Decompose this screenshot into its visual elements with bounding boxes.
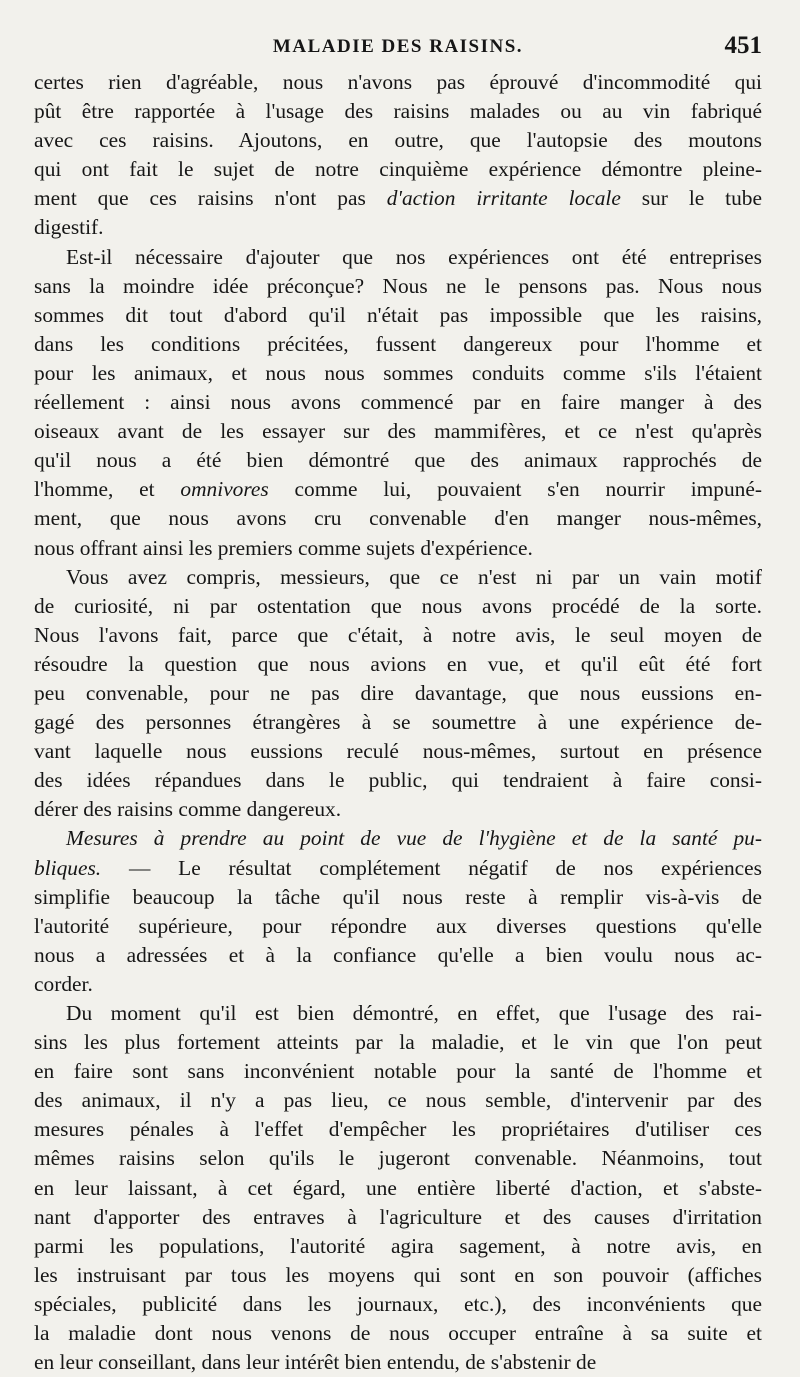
paragraph (34, 999, 762, 1377)
text-line: vant laquelle nous eussions reculé nous-mêmes, surtout en présence (34, 739, 762, 764)
text-line: digestif. (34, 215, 104, 240)
text-line: réellement : ainsi nous avons commencé par en faire manger à des (34, 390, 762, 415)
text-line: bliques. — Le résultat complétement négatif de nos expériences (34, 855, 762, 880)
text-line: l'homme, et omnivores comme lui, pouvaient s'en nourrir impuné- (34, 477, 762, 502)
text-line: dans les conditions précitées, fussent dangereux pour l'homme et (34, 331, 762, 356)
text-line: simplifie beaucoup la tâche qu'il nous reste à remplir vis-à-vis de (34, 884, 762, 909)
text-line: nant d'apporter des entraves à l'agriculture et des causes d'irritation (34, 1204, 762, 1229)
text-line: mêmes raisins selon qu'ils le jugeront convenable. Néanmoins, tout (34, 1146, 762, 1171)
text-line: en leur conseillant, dans leur intérêt bien entendu, de s'abstenir de (34, 1350, 597, 1375)
text-line: sins les plus fortement atteints par la maladie, et le vin que l'on peut (34, 1030, 762, 1055)
text-line: en leur laissant, à cet égard, une entière liberté d'action, et s'abste- (34, 1175, 762, 1200)
text-line: spéciales, publicité dans les journaux, etc.), des inconvénients que (34, 1291, 762, 1316)
text-line: corder. (34, 971, 93, 996)
text-line: nous offrant ainsi les premiers comme sujets d'expérience. (34, 535, 533, 560)
text-line: des animaux, il n'y a pas lieu, ce nous semble, d'intervenir par des (34, 1088, 762, 1113)
text-line: qui ont fait le sujet de notre cinquième expérience démontre pleine- (34, 157, 762, 182)
text-line: nous a adressées et à la confiance qu'elle a bien voulu nous ac- (34, 942, 762, 967)
text-line: résoudre la question que nous avions en vue, et qu'il eût été fort (34, 651, 762, 676)
text-line: qu'il nous a été bien démontré que des animaux rapprochés de (34, 448, 762, 473)
italic-text: bliques. (34, 855, 102, 880)
italic-text: Mesures à prendre au point de vue de l'hygiène et de la santé pu- (66, 826, 762, 851)
text-line: peu convenable, pour ne pas dire davantage, que nous eussions en- (34, 680, 762, 705)
text-line: l'autorité supérieure, pour répondre aux diverses questions qu'elle (34, 913, 762, 938)
text-line: oiseaux avant de les essayer sur des mammifères, et ce n'est qu'après (34, 419, 762, 444)
body-text (34, 68, 762, 1377)
text-line: gagé des personnes étrangères à se soumettre à une expérience de- (34, 710, 762, 735)
paragraph (34, 68, 762, 243)
text-line: mesures pénales à l'effet d'empêcher les propriétaires d'utiliser ces (34, 1117, 762, 1142)
text-line: des idées répandues dans le public, qui tendraient à faire consi- (34, 768, 762, 793)
text-line: en faire sont sans inconvénient notable pour la santé de l'homme et (34, 1059, 762, 1084)
text-line: dérer des raisins comme dangereux. (34, 797, 342, 822)
text-line: sommes dit tout d'abord qu'il n'était pas impossible que les raisins, (34, 302, 762, 327)
text-line: Vous avez compris, messieurs, que ce n'est ni par un vain motif (66, 564, 762, 589)
paragraph (34, 243, 762, 563)
text-line: parmi les populations, l'autorité agira sagement, à notre avis, en (34, 1233, 762, 1258)
text-line: Du moment qu'il est bien démontré, en effet, que l'usage des rai- (66, 1001, 762, 1025)
page-number: 451 (724, 32, 762, 59)
text-line: Est-il nécessaire d'ajouter que nos expériences ont été entreprises (66, 244, 762, 269)
text-line: pût être rapportée à l'usage des raisins malades ou au vin fabriqué (34, 99, 762, 124)
running-title: MALADIE DES RAISINS. (272, 36, 524, 57)
text-line: Nous l'avons fait, parce que c'était, à notre avis, le seul moyen de (34, 622, 762, 647)
text-line: de curiosité, ni par ostentation que nous avons procédé de la sorte. (34, 593, 762, 618)
page-header (34, 28, 762, 68)
paragraph (34, 563, 762, 825)
text-line: ment que ces raisins n'ont pas d'action irritante locale sur le tube (34, 186, 762, 211)
text-line: avec ces raisins. Ajoutons, en outre, que l'autopsie des moutons (34, 128, 762, 153)
paragraph (34, 824, 762, 999)
text-line: pour les animaux, et nous nous sommes conduits comme s'ils l'étaient (34, 360, 762, 385)
text-line: certes rien d'agréable, nous n'avons pas éprouvé d'incommodité qui (34, 70, 762, 94)
text-line: la maladie dont nous venons de nous occuper entraîne à sa suite et (34, 1321, 762, 1346)
text-line (34, 824, 762, 853)
italic-text: omnivores (180, 477, 269, 502)
italic-text: d'action irritante locale (386, 186, 621, 211)
text-line: les instruisant par tous les moyens qui sont en son pouvoir (affiches (34, 1262, 762, 1287)
text-line: ment, que nous avons cru convenable d'en manger nous-mêmes, (34, 506, 762, 531)
text-line: sans la moindre idée préconçue? Nous ne le pensons pas. Nous nous (34, 273, 762, 298)
